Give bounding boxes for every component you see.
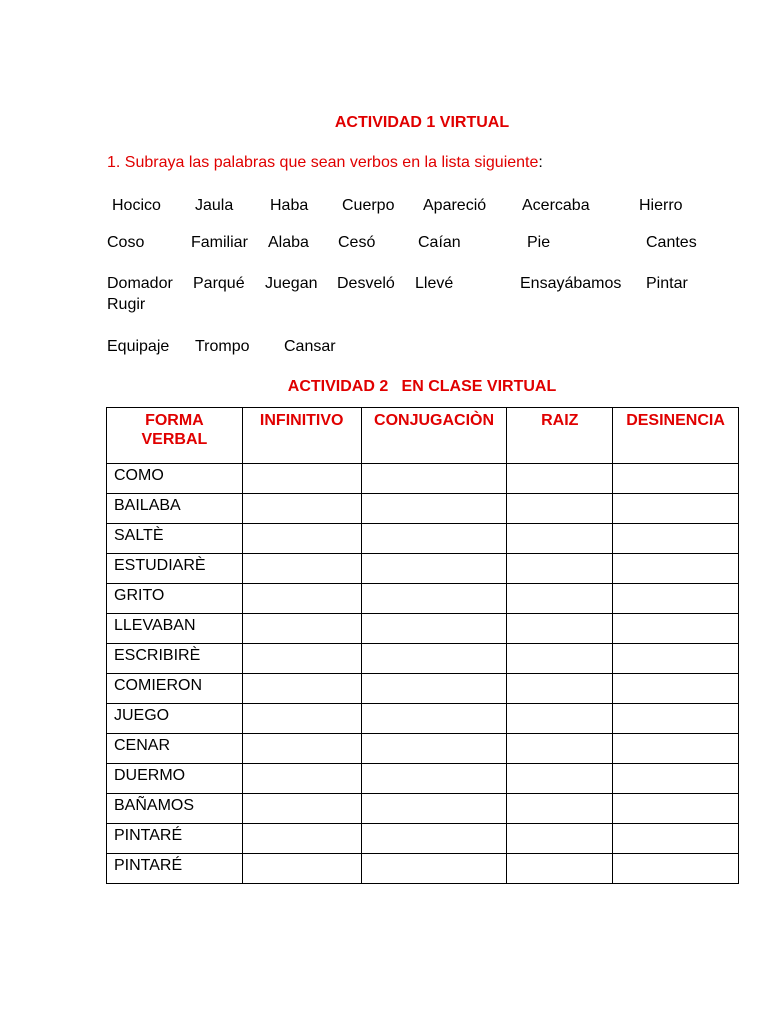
raiz-cell[interactable]	[507, 764, 613, 794]
word-parque: Parqué	[193, 275, 245, 292]
infinitivo-cell[interactable]	[242, 524, 361, 554]
activity2-title: ACTIVIDAD 2 EN CLASE VIRTUAL	[287, 378, 557, 395]
word-familiar: Familiar	[191, 234, 248, 251]
desinencia-cell[interactable]	[613, 614, 739, 644]
table-row	[107, 734, 739, 764]
conjugacion-cell[interactable]	[361, 644, 507, 674]
header-desinencia: DESINENCIA	[613, 408, 739, 464]
desinencia-cell[interactable]	[613, 764, 739, 794]
word-hocico: Hocico	[112, 197, 161, 214]
conjugacion-cell[interactable]	[361, 584, 507, 614]
infinitivo-cell[interactable]	[242, 824, 361, 854]
desinencia-cell[interactable]	[613, 854, 739, 884]
instruction-colon: :	[538, 154, 543, 171]
infinitivo-cell[interactable]	[242, 584, 361, 614]
desinencia-cell[interactable]	[613, 494, 739, 524]
table-row	[107, 614, 739, 644]
conjugacion-cell[interactable]	[361, 764, 507, 794]
word-ensayabamos: Ensayábamos	[520, 275, 622, 292]
infinitivo-cell[interactable]	[242, 794, 361, 824]
desinencia-cell[interactable]	[613, 524, 739, 554]
raiz-cell[interactable]	[507, 794, 613, 824]
desinencia-cell[interactable]	[613, 674, 739, 704]
word-rugir: Rugir	[107, 296, 146, 313]
raiz-cell[interactable]	[507, 674, 613, 704]
raiz-cell[interactable]	[507, 854, 613, 884]
activity1-title: ACTIVIDAD 1 VIRTUAL	[334, 114, 510, 131]
table-row	[107, 794, 739, 824]
verb-form-cell: CENAR	[107, 734, 243, 764]
table-row	[107, 644, 739, 674]
word-alaba: Alaba	[268, 234, 309, 251]
table-row	[107, 704, 739, 734]
word-caian: Caían	[418, 234, 461, 251]
desinencia-cell[interactable]	[613, 734, 739, 764]
infinitivo-cell[interactable]	[242, 494, 361, 524]
table-row	[107, 674, 739, 704]
verb-form-cell: ESTUDIARÈ	[107, 554, 243, 584]
header-forma-verbal	[107, 408, 243, 464]
word-ceso: Cesó	[338, 234, 376, 251]
table-row	[107, 854, 739, 884]
word-trompo: Trompo	[195, 338, 250, 355]
word-juegan: Juegan	[265, 275, 318, 292]
header-raiz: RAIZ	[507, 408, 613, 464]
word-acercaba: Acercaba	[522, 197, 590, 214]
header-conjugacion: CONJUGACIÒN	[361, 408, 507, 464]
raiz-cell[interactable]	[507, 644, 613, 674]
verb-form-cell: BAÑAMOS	[107, 794, 243, 824]
verb-form-cell: BAILABA	[107, 494, 243, 524]
word-coso: Coso	[107, 234, 145, 251]
conjugacion-cell[interactable]	[361, 704, 507, 734]
conjugacion-cell[interactable]	[361, 524, 507, 554]
table-row	[107, 524, 739, 554]
verb-form-cell: PINTARÉ	[107, 854, 243, 884]
word-cansar: Cansar	[284, 338, 336, 355]
infinitivo-cell[interactable]	[242, 704, 361, 734]
word-domador: Domador	[107, 275, 173, 292]
desinencia-cell[interactable]	[613, 704, 739, 734]
verb-form-cell: ESCRIBIRÈ	[107, 644, 243, 674]
raiz-cell[interactable]	[507, 524, 613, 554]
infinitivo-cell[interactable]	[242, 614, 361, 644]
word-desvelo: Desveló	[337, 275, 395, 292]
raiz-cell[interactable]	[507, 584, 613, 614]
raiz-cell[interactable]	[507, 704, 613, 734]
raiz-cell[interactable]	[507, 614, 613, 644]
table-row	[107, 764, 739, 794]
table-row	[107, 554, 739, 584]
infinitivo-cell[interactable]	[242, 674, 361, 704]
infinitivo-cell[interactable]	[242, 554, 361, 584]
infinitivo-cell[interactable]	[242, 644, 361, 674]
infinitivo-cell[interactable]	[242, 764, 361, 794]
desinencia-cell[interactable]	[613, 584, 739, 614]
word-hierro: Hierro	[639, 197, 683, 214]
conjugacion-cell[interactable]	[361, 734, 507, 764]
desinencia-cell[interactable]	[613, 794, 739, 824]
verb-form-cell: SALTÈ	[107, 524, 243, 554]
word-cantes: Cantes	[646, 234, 697, 251]
conjugacion-cell[interactable]	[361, 494, 507, 524]
verbs-table	[106, 407, 739, 884]
word-cuerpo: Cuerpo	[342, 197, 395, 214]
activity1-instruction	[107, 154, 543, 172]
verb-form-cell: PINTARÉ	[107, 824, 243, 854]
conjugacion-cell[interactable]	[361, 614, 507, 644]
word-jaula: Jaula	[195, 197, 234, 214]
header-infinitivo: INFINITIVO	[242, 408, 361, 464]
desinencia-cell[interactable]	[613, 824, 739, 854]
conjugacion-cell[interactable]	[361, 674, 507, 704]
word-aparecio: Apareció	[423, 197, 487, 214]
word-pintar: Pintar	[646, 275, 688, 292]
table-row	[107, 824, 739, 854]
header-forma-verbal-label: FORMA VERBAL	[141, 412, 208, 448]
infinitivo-cell[interactable]	[242, 854, 361, 884]
table-header-row	[107, 408, 739, 464]
verb-form-cell: DUERMO	[107, 764, 243, 794]
conjugacion-cell[interactable]	[361, 554, 507, 584]
verb-form-cell: GRITO	[107, 584, 243, 614]
word-haba: Haba	[270, 197, 309, 214]
verb-form-cell: COMIERON	[107, 674, 243, 704]
desinencia-cell[interactable]	[613, 464, 739, 494]
word-equipaje: Equipaje	[107, 338, 170, 355]
raiz-cell[interactable]	[507, 494, 613, 524]
table-row	[107, 464, 739, 494]
conjugacion-cell[interactable]	[361, 824, 507, 854]
raiz-cell[interactable]	[507, 824, 613, 854]
conjugacion-cell[interactable]	[361, 464, 507, 494]
verb-form-cell: COMO	[107, 464, 243, 494]
infinitivo-cell[interactable]	[242, 734, 361, 764]
table-row	[107, 494, 739, 524]
verb-form-cell: LLEVABAN	[107, 614, 243, 644]
raiz-cell[interactable]	[507, 464, 613, 494]
conjugacion-cell[interactable]	[361, 854, 507, 884]
desinencia-cell[interactable]	[613, 554, 739, 584]
raiz-cell[interactable]	[507, 554, 613, 584]
verb-form-cell: JUEGO	[107, 704, 243, 734]
table-row	[107, 584, 739, 614]
word-pie: Pie	[527, 234, 551, 251]
raiz-cell[interactable]	[507, 734, 613, 764]
instruction-text: 1. Subraya las palabras que sean verbos en la lista siguiente	[107, 154, 539, 171]
infinitivo-cell[interactable]	[242, 464, 361, 494]
word-lleve: Llevé	[415, 275, 454, 292]
conjugacion-cell[interactable]	[361, 794, 507, 824]
desinencia-cell[interactable]	[613, 644, 739, 674]
